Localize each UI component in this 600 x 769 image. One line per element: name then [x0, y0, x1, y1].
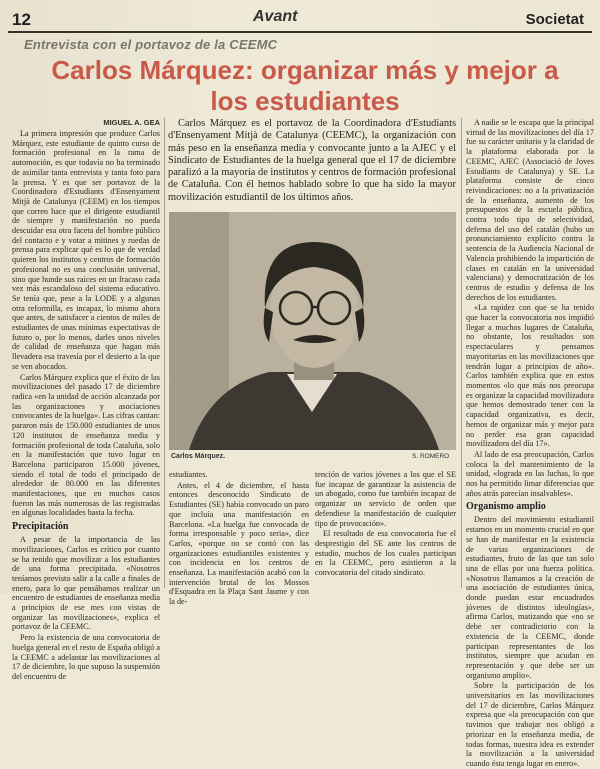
photo-credit: S. ROMERO	[412, 453, 450, 460]
middle-column-a	[169, 470, 309, 607]
column-divider	[164, 118, 165, 588]
byline: MIGUEL A. GEA	[103, 118, 160, 127]
kicker-line: Entrevista con el portavoz de la CEEMC	[24, 37, 278, 52]
header-rule	[8, 31, 592, 33]
paragraph: Carlos Márquez explica que el éxito de las movilizaciones del pasado 17 de diciembre radica «en la unidad de acción alcanzada por las organizaciones y asociaciones convocantes de la huelga». Las cifras cantan: pararon más de 150.000 estudiantes de unos 120 institutos de enseñanza media y formación profesional de toda Cataluña, solo en la manifestación que tuvo lugar en Barcelona participaron 15.000 jóvenes, siendo el total de todo el principado de alrededor de 80.000 en las diferentes manifestaciones, que en muchos casos fueron las más numerosas de las registradas en algunas localidades hasta la fecha.	[12, 372, 160, 518]
paragraph: Al lado de esa preocupación, Carlos coloca la del mantenimiento de la unidad, «lograda en las luchas, lo que nos ha permitido limar diferencias que años atrás parecían insalvables».	[466, 449, 594, 498]
paragraph: estudiantes.	[169, 470, 208, 479]
lead-paragraph: Carlos Márquez es el portavoz de la Coordinadora d'Estudiants d'Ensenyament Mitjà de Catalunya (CEEMC), la organización con más peso en la enseñanza media y convocante junto a la AJEC y el Sindicato de Estudiantes de la huelga general que el 17 de diciembre paralizó a la mayoría de institutos y centros de formación profesional de Cataluña. Con él hemos hablado sobre lo que ha sido la mayor movilización estudiantil de los últimos años.	[168, 118, 456, 203]
subhead-precipitacion: Precipitación	[12, 521, 69, 533]
headline: Carlos Márquez: organizar más y mejor a los estudiantes	[51, 55, 559, 116]
section-name: Societat	[525, 11, 584, 28]
column-divider	[461, 118, 462, 588]
paragraph: Antes, el 4 de diciembre, el hasta entonces desconocido Sindicato de Estudiantes (SE) había convocado un paro que incluía una manifestación en Barcelona. «La huelga fue convocada de forma irresponsable y poco seria», dice Carlos, «porque no se contó con las organizaciones estudiantiles existentes y con incidencia en los centros de enseñanza. La manifestación acabó con la intervención brutal de los Mossos d'Esquadra en la Plaça Sant Jaume y con la de-	[169, 480, 309, 607]
middle-column-b	[315, 470, 456, 591]
paragraph: tención de varios jóvenes a los que el SE fue incapaz de garantizar la asistencia de un abogado, como fue también incapaz de organizar un servicio de orden que defendiese la manifestación de cualquier tipo de provocación».	[315, 470, 456, 528]
page-header	[8, 10, 592, 32]
paragraph: La primera impresión que produce Carlos Márquez, este estudiante de quinto curso de formación profesional en la rama de automoción, es que todavía no ha terminado de asimilar tanta entrevista y tanta foto para la prensa. Y es que ser portavoz de la Coordinadora d'Estudiants d'Ensenyament Mitjà de Catalunya (CEEM) en los tiempos que corren hace que el dirigente estudiantil de siempre y manifestación no pueda descuidar esa otra faceta del hombre público del contacto e y votar a mitines y ruedas de prensa para explicar qué es lo que de verdad quieren los institutos y centros de formación profesional no es una conclusión universal, sino que hunde sus raíces en un fracaso cada vez más escandaloso del sistema educativo. Se tenía que, pese a la LODE y a algunas otra reformilla, es incapaz, lo mismo ahora que antes, de satisfacer a cientos de miles de estudiantes de unas mínimas expectativas de futuro o, por lo menos, darles unos niveles de calidad de enseñanza que hagan más llevadera esa travesía por el desierto a la que se ven abocados.	[12, 129, 160, 371]
paragraph: Dentro del movimiento estudiantil estamos en un momento crucial en que se han de manifestar en la existencia de varias organizaciones de estudiantes, fruto de las que tan solo una de ellas por una fuerza política. «Nosotros llamamos a la creación de una asociación de estudiantes única, donde puedan estar encuadrados jóvenes de distintos ideologías», afirma Carlos, matizando que «no se debe ser contradictorio con la existencia de la CEEMC, donde participan representantes de los institutos, siempre que acudan en representación y que debe ser un organismo amplio».	[466, 515, 594, 680]
left-column	[12, 118, 160, 681]
portrait-illustration	[169, 212, 456, 450]
paragraph: «La rapidez con que se ha tenido que hacer la convocatoria nos impidió llegar a muchos lugares de Cataluña, no obstante, los resultados son espectaculares y pensamos mayoritarias en las movilizaciones que tendrán lugar a principios de año». Carlos también explica que en estos momentos «lo que más nos preocupa es organizar la capacidad movilizadora que hemos demostrado tener con la capacidad organizativa, es decir, hemos de organizar más y mejor para no perder esa gran capacidad movilizadora del día 17».	[466, 303, 594, 449]
page-number: 12	[12, 10, 31, 29]
paragraph: A nadie se le escapa que la principal virtud de las movilizaciones del día 17 fue su carácter unitario y la claridad de la plataforma elaborada por la CEEMC, AJEC (Associació de Joves Estudiants de Catalunya) y SE. La plataforma consiste de cinco reivindicaciones: no a la privatización de la enseñanza, aumento de los presupuestos de la escuela pública, contra todo tipo de selectividad, defensa del uso del catalán (hubo un pronunciamiento explícito contra la sentencia de la Audiencia Nacional de Valencia prohibiendo la impartición de clases en catalán en la universidad valenciana) y democratización de los centros de estudio y defensa de los derechos de los estudiantes.	[466, 118, 594, 302]
right-column	[466, 118, 594, 768]
paragraph: A pesar de la importancia de las movilizaciones, Carlos es crítico por cuanto se ha tenido que movilizar a los estudiantes de una forma precipitada. «Nosotros teníamos previsto salir a la calle a finales de enero, para lo que pensábamos realizar un encuentro de estudiantes de enseñanza media a principios de ese mes con vistas de organizar las movilizaciones», explica el portavoz de la CEEMC.	[12, 535, 160, 632]
publication-logo: Avant	[253, 8, 298, 25]
subhead-organismo-amplio: Organismo amplio	[466, 501, 546, 513]
paragraph: Sobre la participación de los universitarios en las movilizaciones del 17 de diciembre, Carlos Márquez expresa que «la preocupación con que tuvimos que trabajar nos obligó a priorizar en la enseñanza media, de todas formas, nuestra idea es extender la movilización a la universidad cuando ésta tenga lugar en enero».	[466, 681, 594, 768]
portrait-photo	[169, 212, 456, 450]
paragraph: Pero la existencia de una convocatoria de huelga general en el resto de España obligó a la CEEMC a adelantar las movilizaciones al 17 de diciembre, lo que supuso la suspensión del encuentro de	[12, 633, 160, 681]
paragraph: El resultado de esa convocatoria fue el desprestigio del SE ante los centros de estudio, muchos de los cuales participan en la CEEMC, pero asistieron a la convocatoria del citado sindicato.	[315, 529, 456, 578]
photo-caption: Carlos Márquez.	[171, 453, 226, 460]
